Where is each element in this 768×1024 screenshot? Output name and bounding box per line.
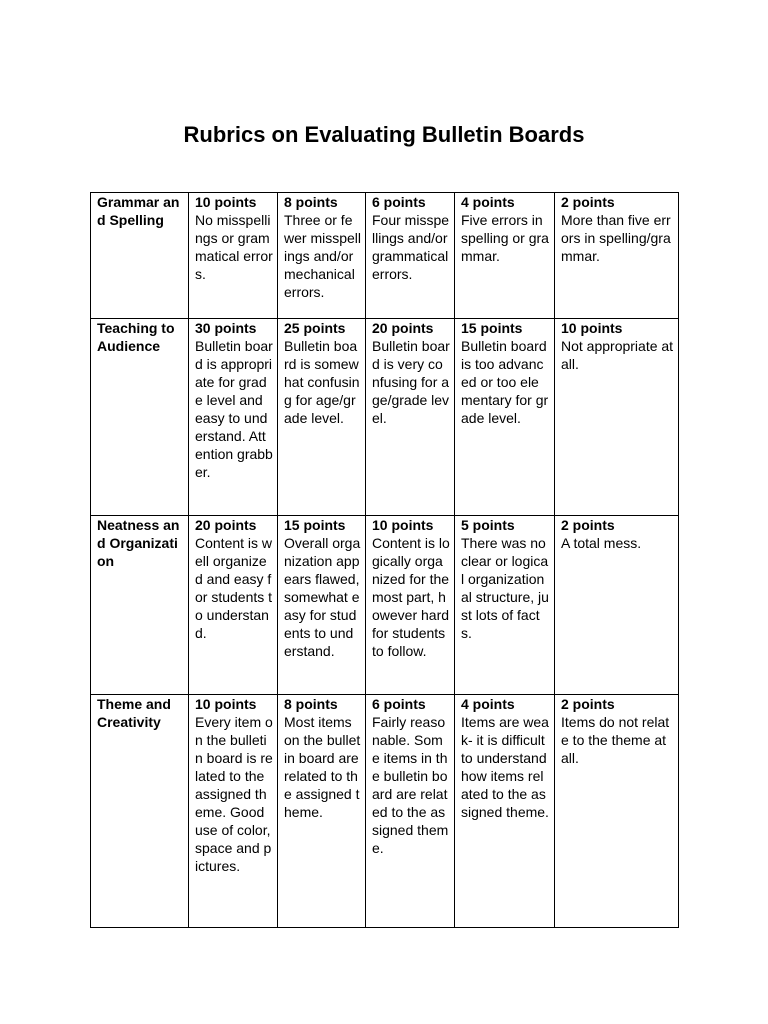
points-label: 5 points (461, 517, 515, 533)
points-label: 30 points (195, 320, 257, 336)
level-cell (189, 695, 278, 928)
level-description: There was no clear or logical organizational structure, just lots of facts. (461, 535, 549, 641)
points-label: 6 points (372, 696, 426, 712)
points-label: 25 points (284, 320, 346, 336)
points-label: 6 points (372, 194, 426, 210)
level-description: Content is well organized and easy for students to understand. (195, 535, 273, 641)
level-cell (189, 319, 278, 516)
level-description: More than five errors in spelling/grammar. (561, 212, 671, 264)
level-cell (366, 193, 455, 319)
points-label: 10 points (561, 320, 623, 336)
table-row (91, 695, 679, 928)
level-description: Bulletin board is too advanced or too elementary for grade level. (461, 338, 549, 426)
points-label: 15 points (461, 320, 523, 336)
level-description: Bulletin board is somewhat confusing for age/grade level. (284, 338, 360, 426)
level-description: Not appropriate at all. (561, 338, 674, 372)
level-description: Four misspellings and/or grammatical errors. (372, 212, 450, 282)
level-description: Items do not relate to the theme at all. (561, 714, 670, 766)
rubric-table (90, 192, 679, 928)
level-cell (555, 319, 679, 516)
table-row (91, 193, 679, 319)
level-cell (555, 516, 679, 695)
points-label: 2 points (561, 194, 615, 210)
level-cell (455, 193, 555, 319)
level-description: Bulletin board is appropriate for grade level and easy to understand. Attention grabber. (195, 338, 273, 480)
level-description: Fairly reasonable. Some items in the bulletin board are related to the assigned theme. (372, 714, 449, 856)
level-cell (366, 516, 455, 695)
points-label: 2 points (561, 517, 615, 533)
level-cell (278, 193, 366, 319)
points-label: 10 points (195, 696, 257, 712)
points-label: 20 points (195, 517, 257, 533)
criterion-cell: Teaching to Audience (91, 319, 189, 516)
points-label: 15 points (284, 517, 346, 533)
level-cell (189, 516, 278, 695)
level-description: Overall organization appears flawed, somewhat easy for students to understand. (284, 535, 361, 659)
points-label: 20 points (372, 320, 434, 336)
level-cell (455, 319, 555, 516)
points-label: 4 points (461, 194, 515, 210)
points-label: 4 points (461, 696, 515, 712)
points-label: 10 points (195, 194, 257, 210)
level-description: Most items on the bulletin board are related to the assigned theme. (284, 714, 361, 820)
level-description: Three or fewer misspellings and/or mechanical errors. (284, 212, 362, 300)
level-description: Items are weak- it is difficult to understand how items related to the assigned theme. (461, 714, 549, 820)
points-label: 10 points (372, 517, 434, 533)
level-cell (278, 319, 366, 516)
table-row (91, 516, 679, 695)
level-description: No misspellings or grammatical errors. (195, 212, 273, 282)
level-cell (555, 193, 679, 319)
table-row (91, 319, 679, 516)
level-cell (189, 193, 278, 319)
level-description: Bulletin board is very confusing for age/grade level. (372, 338, 450, 426)
level-description: Every item on the bulletin board is related to the assigned theme. Good use of color, space and pictures. (195, 714, 273, 874)
level-cell (366, 695, 455, 928)
level-cell (278, 516, 366, 695)
level-cell (366, 319, 455, 516)
page-title: Rubrics on Evaluating Bulletin Boards (183, 122, 585, 147)
level-description: Content is logically organized for the most part, however hard for students to follow. (372, 535, 450, 659)
level-cell (278, 695, 366, 928)
level-description: A total mess. (561, 535, 642, 551)
criterion-cell: Theme and Creativity (91, 695, 189, 928)
level-description: Five errors in spelling or grammar. (461, 212, 549, 264)
points-label: 8 points (284, 696, 338, 712)
points-label: 2 points (561, 696, 615, 712)
level-cell (555, 695, 679, 928)
criterion-cell: Grammar and Spelling (91, 193, 189, 319)
criterion-cell: Neatness and Organization (91, 516, 189, 695)
level-cell (455, 516, 555, 695)
points-label: 8 points (284, 194, 338, 210)
level-cell (455, 695, 555, 928)
